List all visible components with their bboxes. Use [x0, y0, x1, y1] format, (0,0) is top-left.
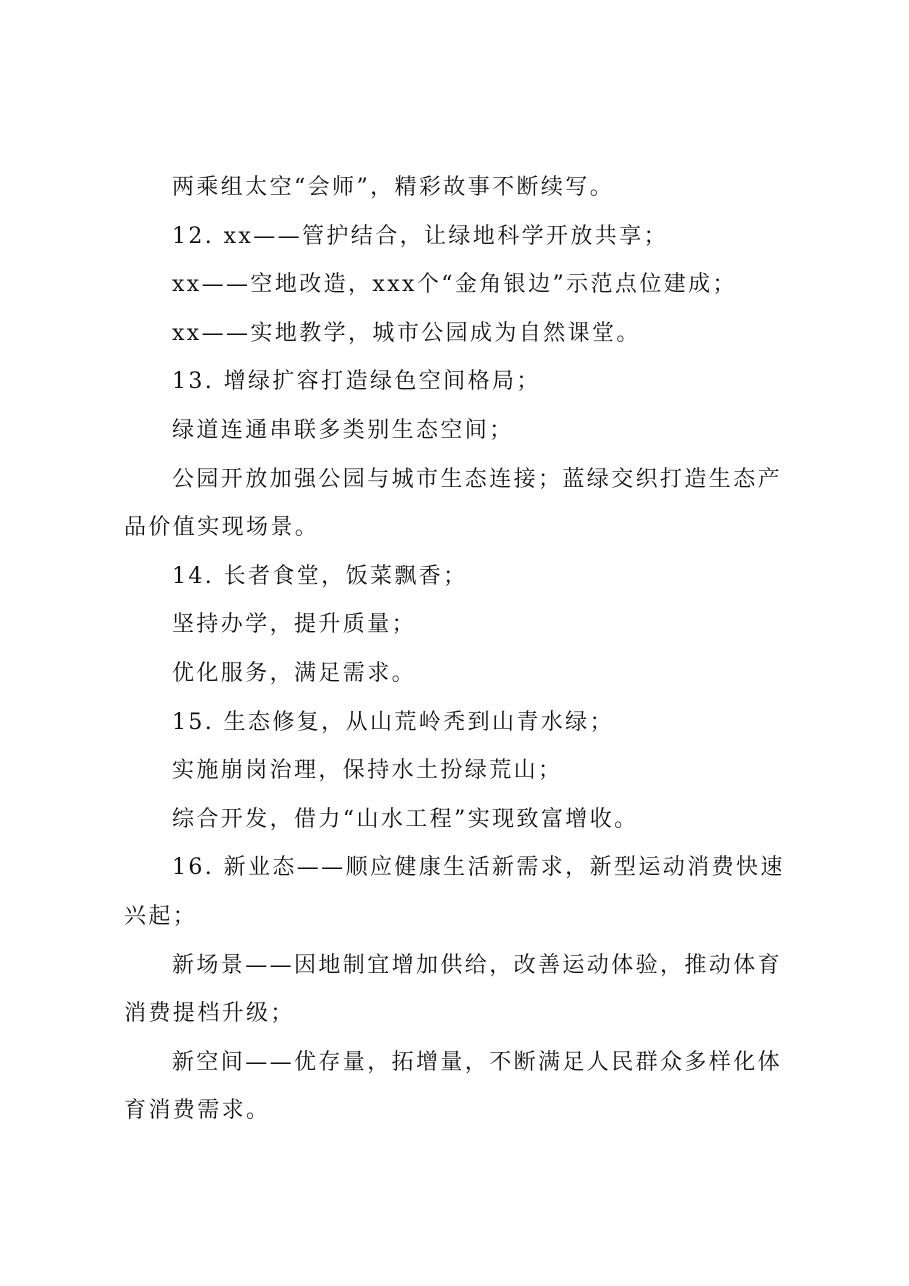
paragraph-10: 优化服务，满足需求。 — [172, 660, 417, 686]
paragraph-15: 新场景——因地制宜增加供给，改善运动体验，推动体育消费提档升级； — [124, 952, 783, 1027]
paragraph-3: xx——空地改造，xxx个“金角银边”示范点位建成； — [172, 272, 737, 298]
paragraph-6: 绿道连通串联多类别生态空间； — [172, 417, 514, 443]
paragraph-12: 实施崩岗治理，保持水土扮绿荒山； — [172, 758, 563, 784]
paragraph-5: 13. 增绿扩容打造绿色空间格局； — [172, 369, 541, 395]
paragraph-16: 新空间——优存量，拓增量，不断满足人民群众多样化体育消费需求。 — [124, 1049, 783, 1124]
paragraph-7: 公园开放加强公园与城市生态连接；蓝绿交织打造生态产品价值实现场景。 — [124, 466, 783, 541]
paragraph-2: 12. xx——管护结合，让绿地科学开放共享； — [172, 223, 668, 249]
paragraph-11: 15. 生态修复，从山荒岭秃到山青水绿； — [172, 709, 614, 735]
paragraph-4: xx——实地教学，城市公园成为自然课堂。 — [172, 320, 641, 346]
paragraph-9: 坚持办学，提升质量； — [172, 612, 417, 638]
paragraph-8: 14. 长者食堂，饭菜飘香； — [172, 563, 468, 589]
paragraph-1: 两乘组太空“会师”，精彩故事不断续写。 — [172, 175, 615, 200]
paragraph-13: 综合开发，借力“山水工程”实现致富增收。 — [172, 806, 639, 832]
document-body — [124, 164, 802, 1136]
paragraph-14: 16. 新业态——顺应健康生活新需求，新型运动消费快速兴起； — [124, 855, 785, 929]
